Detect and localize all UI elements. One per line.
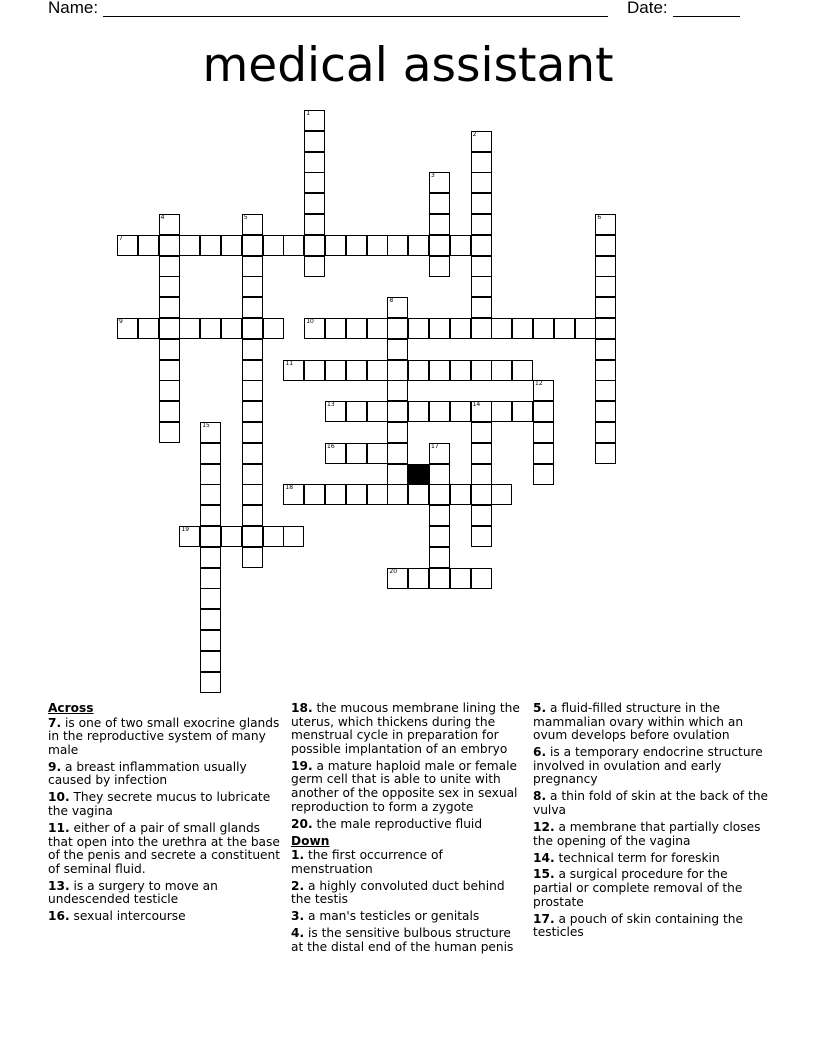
- across-clue: [291, 760, 521, 814]
- grid-cell[interactable]: [387, 380, 408, 401]
- grid-cell[interactable]: [512, 318, 533, 339]
- down-clue: [533, 746, 769, 787]
- page-title: medical assistant: [202, 38, 614, 93]
- grid-cell[interactable]: [200, 609, 221, 630]
- grid-cell[interactable]: [242, 443, 263, 464]
- down-clue: [533, 790, 769, 817]
- date-label: Date:: [627, 0, 668, 17]
- clue-number: 5: [243, 214, 248, 221]
- clue-number: 6.: [533, 745, 547, 760]
- grid-cell[interactable]: [533, 443, 554, 464]
- down-clue: [533, 868, 769, 909]
- grid-cell[interactable]: [491, 401, 512, 422]
- grid-cell[interactable]: [242, 297, 263, 318]
- grid-cell[interactable]: [325, 484, 346, 505]
- grid-cell[interactable]: [471, 401, 492, 422]
- grid-cell[interactable]: [159, 256, 180, 277]
- grid-cell[interactable]: [429, 318, 450, 339]
- grid-cell[interactable]: [179, 526, 200, 547]
- clue-text: a membrane that partially closes the opening of the vagina: [533, 819, 761, 848]
- grid-cell[interactable]: [533, 401, 554, 422]
- clue-number: 1: [306, 110, 311, 117]
- grid-cell[interactable]: [471, 484, 492, 505]
- down-clue: [291, 880, 521, 907]
- grid-cell[interactable]: [283, 526, 304, 547]
- grid-cell[interactable]: [471, 131, 492, 152]
- grid-cell[interactable]: [408, 401, 429, 422]
- clue-column-1: [48, 702, 282, 927]
- grid-cell[interactable]: [242, 464, 263, 485]
- grid-cell[interactable]: [325, 235, 346, 256]
- grid-cell[interactable]: [221, 235, 242, 256]
- clue-number: 17.: [533, 911, 555, 926]
- grid-cell[interactable]: [200, 464, 221, 485]
- down-clue: [291, 910, 521, 924]
- grid-cell[interactable]: [491, 318, 512, 339]
- clue-text: a fluid-filled structure in the mammalian ovary within which an ovum develops before ovulation: [533, 701, 744, 743]
- grid-cell[interactable]: [387, 422, 408, 443]
- clue-number: 6: [597, 214, 602, 221]
- clue-text: is a temporary endocrine structure involved in ovulation and early pregnancy: [533, 745, 763, 787]
- grid-cell[interactable]: [471, 443, 492, 464]
- grid-cell[interactable]: [533, 464, 554, 485]
- blocked-cell: [408, 464, 429, 485]
- grid-cell[interactable]: [304, 318, 325, 339]
- grid-cell[interactable]: [491, 484, 512, 505]
- grid-cell[interactable]: [200, 547, 221, 568]
- clue-number: 10.: [48, 790, 70, 805]
- grid-cell[interactable]: [429, 235, 450, 256]
- grid-cell[interactable]: [200, 630, 221, 651]
- clue-text: a thin fold of skin at the back of the vulva: [533, 789, 769, 817]
- down-clue-list-continued: [533, 702, 769, 940]
- grid-cell[interactable]: [200, 318, 221, 339]
- grid-cell[interactable]: [159, 297, 180, 318]
- grid-cell[interactable]: [263, 526, 284, 547]
- grid-cell[interactable]: [471, 276, 492, 297]
- clue-number: 2.: [291, 878, 305, 893]
- clue-text: a surgical procedure for the partial or complete removal of the prostate: [533, 867, 743, 909]
- grid-cell[interactable]: [159, 339, 180, 360]
- clue-number: 15.: [533, 867, 555, 882]
- clue-text: is a surgery to move an undescended testicle: [48, 878, 218, 907]
- grid-cell[interactable]: [200, 422, 221, 443]
- clue-number: 2: [472, 130, 477, 138]
- grid-cell[interactable]: [221, 318, 242, 339]
- grid-cell[interactable]: [242, 318, 263, 339]
- clue-number: 4: [160, 214, 165, 221]
- clue-number: 8.: [533, 789, 547, 804]
- clue-number: 15: [202, 422, 210, 429]
- grid-cell[interactable]: [450, 318, 471, 339]
- grid-cell[interactable]: [117, 318, 138, 339]
- grid-cell[interactable]: [450, 401, 471, 422]
- grid-cell[interactable]: [159, 422, 180, 443]
- clue-text: is one of two small exocrine glands in the reproductive system of many male: [48, 715, 280, 757]
- grid-cell[interactable]: [325, 360, 346, 381]
- grid-cell[interactable]: [159, 380, 180, 401]
- across-clue: [291, 818, 521, 832]
- grid-cell[interactable]: [242, 276, 263, 297]
- grid-cell[interactable]: [367, 360, 388, 381]
- grid-cell[interactable]: [595, 276, 616, 297]
- grid-cell[interactable]: [179, 235, 200, 256]
- grid-cell[interactable]: [179, 318, 200, 339]
- grid-cell[interactable]: [450, 568, 471, 589]
- grid-cell[interactable]: [429, 464, 450, 485]
- grid-cell[interactable]: [575, 318, 596, 339]
- clue-text: technical term for foreskin: [558, 850, 720, 865]
- grid-cell[interactable]: [263, 318, 284, 339]
- grid-cell[interactable]: [471, 505, 492, 526]
- grid-cell[interactable]: [595, 297, 616, 318]
- grid-cell[interactable]: [325, 318, 346, 339]
- clue-number: 16: [327, 442, 335, 450]
- grid-cell[interactable]: [200, 505, 221, 526]
- grid-cell[interactable]: [367, 484, 388, 505]
- clue-number: 10: [306, 318, 314, 325]
- grid-cell[interactable]: [595, 380, 616, 401]
- clue-number: 18: [285, 484, 294, 492]
- grid-cell[interactable]: [595, 339, 616, 360]
- clue-number: 9: [119, 318, 123, 325]
- grid-cell[interactable]: [367, 443, 388, 464]
- grid-cell[interactable]: [242, 214, 263, 235]
- grid-cell[interactable]: [304, 152, 325, 173]
- grid-cell[interactable]: [595, 422, 616, 443]
- clue-number: 5.: [533, 701, 547, 715]
- grid-cell[interactable]: [471, 318, 492, 339]
- grid-cell[interactable]: [595, 235, 616, 256]
- grid-cell[interactable]: [159, 276, 180, 297]
- down-clue: [533, 913, 769, 940]
- grid-cell[interactable]: [159, 235, 180, 256]
- clue-text: the first occurrence of menstruation: [291, 848, 443, 876]
- across-clue: [48, 717, 282, 758]
- name-label: Name:: [48, 0, 99, 17]
- clue-text: a breast inflammation usually caused by infection: [48, 759, 247, 788]
- grid-cell[interactable]: [200, 443, 221, 464]
- clue-number: 12.: [533, 819, 555, 834]
- grid-cell[interactable]: [367, 235, 388, 256]
- grid-cell[interactable]: [242, 360, 263, 381]
- grid-cell[interactable]: [304, 256, 325, 277]
- grid-cell[interactable]: [429, 172, 450, 193]
- clue-number: 11: [285, 359, 294, 367]
- clue-text: a man's testicles or genitals: [308, 909, 480, 924]
- clue-number: 9.: [48, 759, 62, 774]
- grid-cell[interactable]: [263, 235, 284, 256]
- clue-text: They secrete mucus to lubricate the vagina: [48, 790, 271, 818]
- grid-cell[interactable]: [200, 651, 221, 672]
- grid-cell[interactable]: [429, 401, 450, 422]
- grid-cell[interactable]: [346, 443, 367, 464]
- clue-text: is the sensitive bulbous structure at the distal end of the human penis: [291, 926, 514, 954]
- grid-cell[interactable]: [325, 401, 346, 422]
- grid-cell[interactable]: [408, 360, 429, 381]
- across-clue-list-continued: [291, 702, 521, 831]
- grid-cell[interactable]: [408, 318, 429, 339]
- grid-cell[interactable]: [304, 360, 325, 381]
- grid-cell[interactable]: [429, 256, 450, 277]
- grid-cell[interactable]: [595, 401, 616, 422]
- grid-cell[interactable]: [200, 526, 221, 547]
- grid-cell[interactable]: [242, 505, 263, 526]
- down-clue: [291, 927, 521, 954]
- down-clue: [533, 852, 769, 866]
- grid-cell[interactable]: [387, 360, 408, 381]
- grid-cell[interactable]: [325, 443, 346, 464]
- clue-number: 14.: [533, 850, 555, 865]
- clue-number: 8: [389, 297, 394, 305]
- grid-cell[interactable]: [429, 505, 450, 526]
- grid-cell[interactable]: [304, 484, 325, 505]
- clue-text: the male reproductive fluid: [316, 816, 483, 831]
- grid-cell[interactable]: [367, 318, 388, 339]
- across-clue: [48, 791, 282, 818]
- down-heading: Down: [291, 833, 330, 848]
- grid-cell[interactable]: [471, 422, 492, 443]
- clue-text: a pouch of skin containing the testicles: [533, 911, 744, 940]
- grid-cell[interactable]: [471, 152, 492, 173]
- grid-cell[interactable]: [200, 568, 221, 589]
- across-clue: [48, 880, 282, 907]
- grid-cell[interactable]: [387, 568, 408, 589]
- grid-cell[interactable]: [471, 526, 492, 547]
- clue-number: 3: [431, 172, 435, 180]
- grid-cell[interactable]: [429, 443, 450, 464]
- clue-number: 13: [327, 401, 335, 409]
- grid-cell[interactable]: [387, 401, 408, 422]
- grid-cell[interactable]: [367, 401, 388, 422]
- grid-cell[interactable]: [387, 235, 408, 256]
- grid-cell[interactable]: [346, 401, 367, 422]
- clue-number: 13.: [48, 878, 70, 893]
- grid-cell[interactable]: [200, 235, 221, 256]
- clue-number: 11.: [48, 820, 70, 835]
- grid-cell[interactable]: [595, 318, 616, 339]
- grid-cell[interactable]: [304, 235, 325, 256]
- grid-cell[interactable]: [304, 172, 325, 193]
- grid-cell[interactable]: [242, 401, 263, 422]
- down-clue: [533, 702, 769, 743]
- grid-cell[interactable]: [200, 588, 221, 609]
- grid-cell[interactable]: [491, 360, 512, 381]
- clue-column-3: [533, 702, 769, 943]
- clue-number: 3.: [291, 909, 305, 924]
- clue-number: 18.: [291, 701, 313, 715]
- grid-cell[interactable]: [533, 380, 554, 401]
- clue-number: 16.: [48, 909, 70, 924]
- grid-cell[interactable]: [429, 526, 450, 547]
- grid-cell[interactable]: [450, 484, 471, 505]
- clue-number: 20: [389, 567, 398, 575]
- grid-cell[interactable]: [408, 484, 429, 505]
- grid-cell[interactable]: [159, 318, 180, 339]
- grid-cell[interactable]: [595, 443, 616, 464]
- grid-cell[interactable]: [283, 484, 304, 505]
- grid-cell[interactable]: [221, 526, 242, 547]
- grid-cell[interactable]: [429, 547, 450, 568]
- down-clue: [291, 849, 521, 876]
- grid-cell[interactable]: [200, 484, 221, 505]
- grid-cell[interactable]: [242, 526, 263, 547]
- down-clue-list: [291, 849, 521, 954]
- clue-number: 20.: [291, 816, 313, 831]
- grid-cell[interactable]: [117, 235, 138, 256]
- grid-cell[interactable]: [242, 256, 263, 277]
- grid-cell[interactable]: [387, 339, 408, 360]
- grid-cell[interactable]: [304, 214, 325, 235]
- grid-cell[interactable]: [387, 443, 408, 464]
- grid-cell[interactable]: [429, 568, 450, 589]
- clue-number: 1.: [291, 848, 305, 863]
- grid-cell[interactable]: [471, 193, 492, 214]
- clue-column-2: [291, 702, 521, 958]
- grid-cell[interactable]: [138, 235, 159, 256]
- grid-cell[interactable]: [595, 256, 616, 277]
- grid-cell[interactable]: [450, 360, 471, 381]
- clue-number: 7.: [48, 715, 62, 730]
- grid-cell[interactable]: [304, 131, 325, 152]
- grid-cell[interactable]: [159, 401, 180, 422]
- grid-cell[interactable]: [471, 256, 492, 277]
- across-clue: [291, 702, 521, 756]
- clue-text: a highly convoluted duct behind the testis: [291, 878, 505, 907]
- grid-cell[interactable]: [429, 360, 450, 381]
- grid-cell[interactable]: [512, 401, 533, 422]
- clue-number: 14: [472, 401, 481, 409]
- across-clue: [48, 822, 282, 876]
- grid-cell[interactable]: [242, 235, 263, 256]
- across-clue: [48, 761, 282, 788]
- clue-number: 19: [181, 526, 190, 533]
- grid-cell[interactable]: [159, 360, 180, 381]
- clue-number: 19.: [291, 758, 313, 773]
- grid-cell[interactable]: [242, 422, 263, 443]
- grid-cell[interactable]: [242, 484, 263, 505]
- grid-cell[interactable]: [242, 380, 263, 401]
- clue-number: 7: [119, 234, 123, 242]
- across-clue-list: [48, 717, 282, 924]
- grid-cell[interactable]: [408, 235, 429, 256]
- grid-cell[interactable]: [533, 318, 554, 339]
- grid-cell[interactable]: [159, 214, 180, 235]
- grid-cell[interactable]: [387, 318, 408, 339]
- grid-cell[interactable]: [450, 235, 471, 256]
- across-heading: Across: [48, 701, 94, 715]
- grid-cell[interactable]: [387, 464, 408, 485]
- grid-cell[interactable]: [512, 360, 533, 381]
- across-clue: [48, 910, 282, 924]
- grid-cell[interactable]: [429, 484, 450, 505]
- grid-cell[interactable]: [242, 547, 263, 568]
- clue-text: the mucous membrane lining the uterus, which thickens during the menstrual cycle in preparation for possible implantation of an embryo: [291, 701, 520, 756]
- grid-cell[interactable]: [304, 110, 325, 131]
- grid-cell[interactable]: [471, 297, 492, 318]
- grid-cell[interactable]: [471, 568, 492, 589]
- grid-cell[interactable]: [346, 484, 367, 505]
- grid-cell[interactable]: [138, 318, 159, 339]
- grid-cell[interactable]: [346, 318, 367, 339]
- clue-number: 17: [431, 442, 439, 450]
- grid-cell[interactable]: [471, 360, 492, 381]
- grid-cell[interactable]: [471, 172, 492, 193]
- grid-cell[interactable]: [554, 318, 575, 339]
- clue-text: a mature haploid male or female germ cell that is able to unite with another of the opposite sex in sexual reproduction to form a zygote: [291, 758, 518, 814]
- grid-cell[interactable]: [595, 214, 616, 235]
- grid-cell[interactable]: [429, 193, 450, 214]
- grid-cell[interactable]: [387, 297, 408, 318]
- grid-cell[interactable]: [304, 193, 325, 214]
- down-clue: [533, 821, 769, 848]
- grid-cell[interactable]: [283, 360, 304, 381]
- grid-cell[interactable]: [387, 484, 408, 505]
- grid-cell[interactable]: [429, 214, 450, 235]
- clue-text: either of a pair of small glands that open into the urethra at the base of the penis and secrete a constituent of seminal fluid.: [48, 820, 281, 876]
- grid-cell[interactable]: [471, 464, 492, 485]
- grid-cell[interactable]: [595, 360, 616, 381]
- grid-cell[interactable]: [283, 235, 304, 256]
- clue-number: 4.: [291, 926, 305, 941]
- grid-cell[interactable]: [408, 568, 429, 589]
- grid-cell[interactable]: [471, 235, 492, 256]
- grid-cell[interactable]: [346, 235, 367, 256]
- grid-cell[interactable]: [533, 422, 554, 443]
- grid-cell[interactable]: [346, 360, 367, 381]
- clue-number: 12: [535, 380, 543, 388]
- grid-cell[interactable]: [200, 672, 221, 693]
- grid-cell[interactable]: [471, 214, 492, 235]
- grid-cell[interactable]: [242, 339, 263, 360]
- clue-text: sexual intercourse: [73, 909, 186, 924]
